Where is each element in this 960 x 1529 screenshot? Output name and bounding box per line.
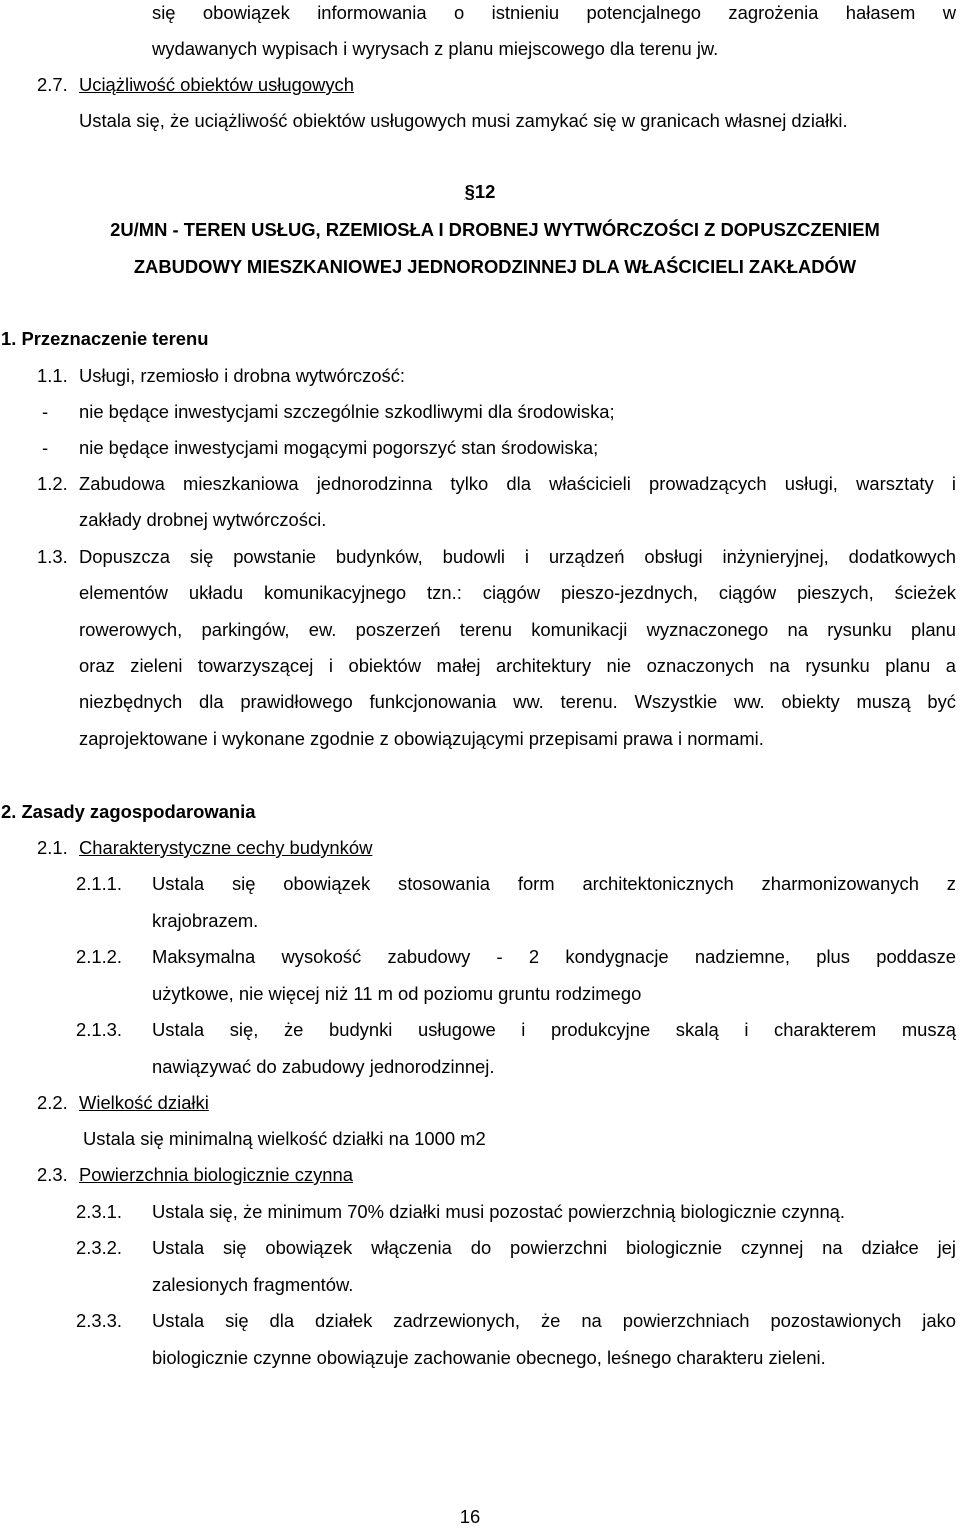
item-1-2-line-2: zakłady drobnej wytwórczości. <box>79 509 327 530</box>
item-2-1-3-number: 2.1.3. <box>76 1019 123 1040</box>
item-2-1-number: 2.1. <box>37 837 68 858</box>
item-2-3-2-number: 2.3.2. <box>76 1237 123 1258</box>
item-2-3-number: 2.3. <box>37 1164 68 1185</box>
item-2-1-1-number: 2.1.1. <box>76 873 123 894</box>
intro-line-1: się obowiązek informowania o istnieniu potencjalnego zagrożenia hałasem w <box>152 2 956 23</box>
item-2-1-2-number: 2.1.2. <box>76 946 123 967</box>
item-1-3-line-4: oraz zieleni towarzyszącej i obiektów małej architektury nie oznaczonych na rysunku planu a <box>79 655 956 676</box>
item-2-7-title: Uciążliwość obiektów usługowych <box>79 74 354 95</box>
item-2-2-number: 2.2. <box>37 1092 68 1113</box>
item-1-3-line-5: niezbędnych dla prawidłowego funkcjonowania ww. terenu. Wszystkie ww. obiekty muszą być <box>79 691 956 712</box>
item-1-3-number: 1.3. <box>37 546 68 567</box>
item-1-3-line-2: elementów układu komunikacyjnego tzn.: ciągów pieszo-jezdnych, ciągów pieszych, ścieżek <box>79 582 956 603</box>
item-2-3-title: Powierzchnia biologicznie czynna <box>79 1164 353 1185</box>
item-1-2-line-1: Zabudowa mieszkaniowa jednorodzinna tylko dla właścicieli prowadzących usługi, warsztaty i <box>79 473 956 494</box>
item-2-1-title: Charakterystyczne cechy budynków <box>79 837 373 858</box>
item-2-2-title: Wielkość działki <box>79 1092 209 1113</box>
item-2-1-1-line-1: Ustala się obowiązek stosowania form architektonicznych zharmonizowanych z <box>152 873 956 894</box>
intro-line-2: wydawanych wypisach i wyrysach z planu miejscowego dla terenu jw. <box>152 38 719 59</box>
item-2-3-2-line-2: zalesionych fragmentów. <box>152 1274 354 1295</box>
section-number <box>0 180 960 204</box>
item-2-1-2-line-1: Maksymalna wysokość zabudowy - 2 kondygnacje nadziemne, plus poddasze <box>152 946 956 967</box>
item-2-1-1-line-2: krajobrazem. <box>152 910 259 931</box>
item-2-3-1-line-1: Ustala się, że minimum 70% działki musi pozostać powierzchnią biologicznie czynną. <box>152 1201 846 1222</box>
item-2-3-1-number: 2.3.1. <box>76 1201 123 1222</box>
item-1-1-number: 1.1. <box>37 365 68 386</box>
page-number: 16 <box>459 1506 481 1527</box>
item-1-2-number: 1.2. <box>37 473 68 494</box>
section-title-line-1: 2U/MN - TEREN USŁUG, RZEMIOSŁA I DROBNEJ WYTWÓRCZOŚCI Z DOPUSZCZENIEM <box>110 219 880 240</box>
bullet-dash-2: - <box>42 437 49 458</box>
section-title-line-2: ZABUDOWY MIESZKANIOWEJ JEDNORODZINNEJ DLA WŁAŚCICIELI ZAKŁADÓW <box>133 256 857 277</box>
item-2-7-text: Ustala się, że uciążliwość obiektów usługowych musi zamykać się w granicach własnej działki. <box>79 110 848 131</box>
heading-1: 1. Przeznaczenie terenu <box>1 328 209 349</box>
item-2-3-3-line-2: biologicznie czynne obowiązuje zachowanie obecnego, leśnego charakteru zieleni. <box>152 1347 826 1368</box>
item-2-3-3-number: 2.3.3. <box>76 1310 123 1331</box>
item-1-3-line-6: zaprojektowane i wykonane zgodnie z obowiązującymi przepisami prawa i normami. <box>79 728 764 749</box>
bullet-2: nie będące inwestycjami mogącymi pogorszyć stan środowiska; <box>79 437 599 458</box>
item-1-3-line-3: rowerowych, parkingów, ew. poszerzeń terenu komunikacji wyznaczonego na rysunku planu <box>79 619 956 640</box>
bullet-dash-1: - <box>42 401 49 422</box>
item-1-1-text: Usługi, rzemiosło i drobna wytwórczość: <box>79 365 406 386</box>
item-1-3-line-1: Dopuszcza się powstanie budynków, budowli i urządzeń obsługi inżynieryjnej, dodatkowych <box>79 546 956 567</box>
section-number-value: 12 <box>474 181 496 202</box>
heading-2: 2. Zasady zagospodarowania <box>1 801 256 822</box>
item-2-1-3-line-2: nawiązywać do zabudowy jednorodzinnej. <box>152 1056 495 1077</box>
item-2-3-2-line-1: Ustala się obowiązek włączenia do powierzchni biologicznie czynnej na działce jej <box>152 1237 956 1258</box>
item-2-3-3-line-1: Ustala się dla działek zadrzewionych, że na powierzchniach pozostawionych jako <box>152 1310 956 1331</box>
bullet-1: nie będące inwestycjami szczególnie szkodliwymi dla środowiska; <box>79 401 615 422</box>
item-2-1-3-line-1: Ustala się, że budynki usługowe i produkcyjne skalą i charakterem muszą <box>152 1019 956 1040</box>
item-2-1-2-line-2: użytkowe, nie więcej niż 11 m od poziomu gruntu rodzimego <box>152 983 642 1004</box>
item-2-2-text: Ustala się minimalną wielkość działki na 1000 m2 <box>83 1128 486 1149</box>
item-2-7-number: 2.7. <box>37 74 68 95</box>
paragraph-sign: § <box>464 181 475 202</box>
